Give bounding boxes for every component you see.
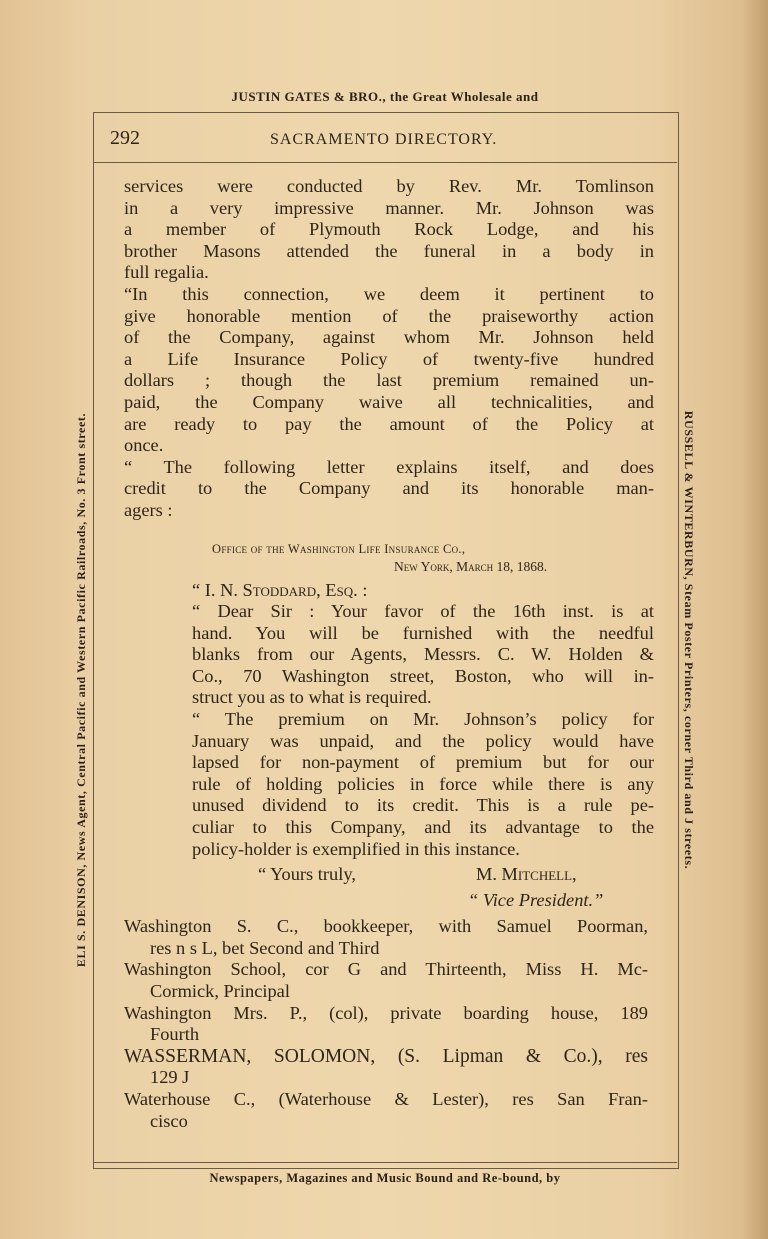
body-line: full regalia.: [124, 262, 209, 283]
body-line: “In this connection, we deem it pertinent to: [124, 283, 654, 304]
letter-line: policy-holder is exemplified in this instance.: [192, 838, 520, 859]
bottom-advertisement: Newspapers, Magazines and Music Bound and Re-bound, by: [209, 1171, 561, 1185]
letter-line: culiar to this Company, and its advantage to the: [192, 817, 654, 838]
directory-entry: [124, 1089, 654, 1132]
directory-entry: [124, 959, 654, 1002]
directory-entry: [124, 1046, 654, 1089]
body-line: paid, the Company waive all technicalities, and: [124, 391, 654, 412]
page-body: [124, 176, 654, 1132]
left-margin-text: ELI S. DENISON, News Agent, Central Pacific and Western Pacific Railroads, No. 3 Front street.: [74, 412, 88, 968]
running-head: SACRAMENTO DIRECTORY.: [270, 131, 498, 148]
letter-signer: M. Mitchell,: [476, 864, 577, 885]
entry-line: Washington School, cor G and Thirteenth, Miss H. Mc-: [124, 959, 648, 980]
right-margin-text: RUSSELL & WINTERBURN, Steam Poster Printers, corner Third and J streets.: [682, 410, 696, 870]
entry-line: res n s L, bet Second and Third: [150, 937, 380, 958]
body-line: a member of Plymouth Rock Lodge, and his: [124, 219, 654, 240]
body-line: in a very impressive manner. Mr. Johnson was: [124, 197, 654, 218]
letter-line: struct you as to what is required.: [192, 687, 432, 708]
letter-signer-title: “ Vice President.”: [468, 890, 604, 911]
body-line: credit to the Company and its honorable man-: [124, 478, 654, 499]
entry-line: WASSERMAN, SOLOMON, (S. Lipman & Co.), res: [124, 1045, 648, 1067]
body-line: brother Masons attended the funeral in a body in: [124, 240, 654, 261]
letter-date-line: New York, March 18, 1868.: [394, 558, 548, 574]
directory-entries: [124, 916, 654, 1132]
body-line: services were conducted by Rev. Mr. Tomlinson: [124, 176, 654, 196]
entry-line: Fourth: [150, 1024, 200, 1045]
letter-line: blanks from our Agents, Messrs. C. W. Holden &: [192, 644, 654, 665]
body-line: once.: [124, 435, 164, 456]
page-number: 292: [110, 127, 140, 149]
body-line: “ The following letter explains itself, and does: [124, 456, 654, 477]
top-advertisement: JUSTIN GATES & BRO., the Great Wholesale and: [231, 89, 539, 104]
header-rule: [93, 162, 677, 163]
page-edge-shadow: [742, 0, 768, 1239]
directory-entry: [124, 1003, 654, 1046]
body-line: give honorable mention of the praiseworthy action: [124, 305, 654, 326]
directory-entry: [124, 916, 654, 959]
body-line: dollars ; though the last premium remained un-: [124, 370, 654, 391]
letter-title-row: [124, 890, 654, 916]
entry-line: Cormick, Principal: [150, 981, 290, 1001]
letter-line: January was unpaid, and the policy would have: [192, 730, 654, 751]
letter: [124, 540, 654, 917]
entry-line: cisco: [150, 1110, 188, 1131]
letter-office-line: Office of the Washington Life Insurance Co.,: [212, 541, 466, 556]
letter-salutation: “ I. N. Stoddard, Esq. :: [192, 579, 368, 600]
entry-line: Washington Mrs. P., (col), private boarding house, 189: [124, 1002, 648, 1023]
letter-line: rule of holding policies in force while there is any: [192, 773, 654, 794]
letter-line: lapsed for non-payment of premium but for our: [192, 752, 654, 773]
frame-bottom-rule: [93, 1162, 677, 1163]
entry-line: 129 J: [150, 1067, 190, 1088]
letter-spacer: [124, 522, 654, 540]
body-line: a Life Insurance Policy of twenty-five hundred: [124, 348, 654, 369]
body-line: agers :: [124, 499, 173, 520]
letter-line: Co., 70 Washington street, Boston, who will in-: [192, 665, 654, 686]
letter-line: hand. You will be furnished with the needful: [192, 622, 654, 643]
letter-line: “ Dear Sir : Your favor of the 16th inst. is at: [192, 601, 654, 622]
letter-line: “ The premium on Mr. Johnson’s policy for: [192, 709, 654, 730]
entry-line: Waterhouse C., (Waterhouse & Lester), res San Fran-: [124, 1088, 648, 1109]
letter-line: unused dividend to its credit. This is a rule pe-: [192, 795, 654, 816]
letter-closing-row: [124, 864, 654, 890]
entry-line: Washington S. C., bookkeeper, with Samuel Poorman,: [124, 916, 648, 937]
letter-closing: “ Yours truly,: [258, 864, 356, 885]
body-line: are ready to pay the amount of the Policy at: [124, 413, 654, 434]
body-line: of the Company, against whom Mr. Johnson held: [124, 327, 654, 348]
